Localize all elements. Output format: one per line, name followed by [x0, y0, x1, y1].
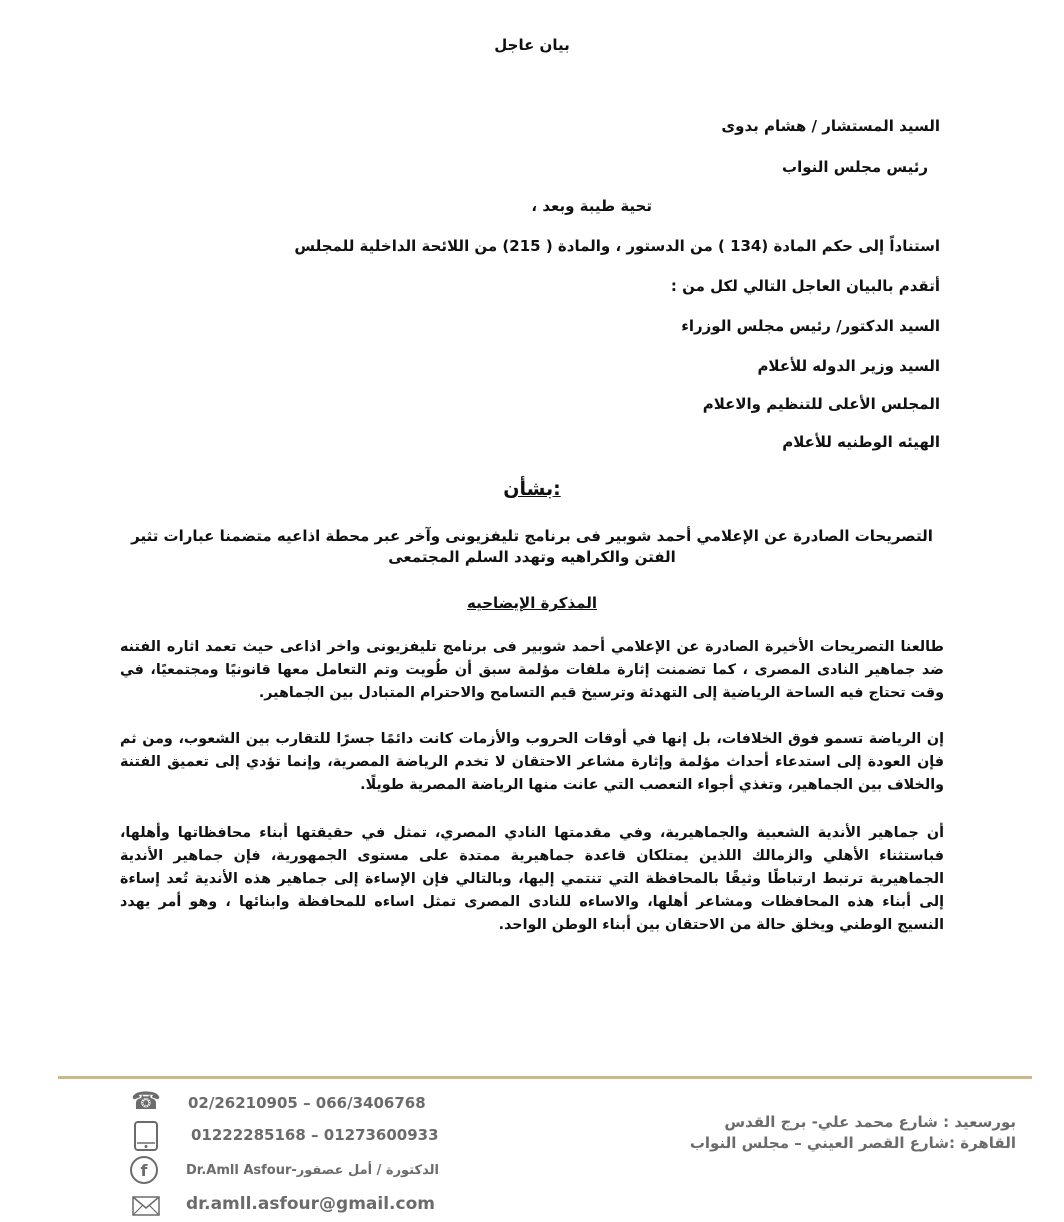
phone-icon: ☎ — [131, 1087, 161, 1115]
recipient-item: السيد وزير الدوله للأعلام — [757, 357, 940, 375]
memo-paragraph: طالعنا التصريحات الأخيرة الصادرة عن الإعلامي أحمد شوبير فى برنامج تليفزيونى واخر اذاعى حيث تعمد اثاره الفتنه ضد جماهير النادى المصرى ، كما تضمنت إثارة ملفات مؤلمة سبق أن طُويت وتم التعامل معها قانونيًا ومجتمعيًا، في وقت تحتاج فيه الساحة الرياضية إلى التهدئة وترسيخ قيم التسامح والاحترام المتبادل بين الجماهير. — [120, 639, 944, 701]
subject-text: التصريحات الصادرة عن الإعلامي أحمد شوبير فى برنامج تليفزيونى وآخر عبر محطة اذاعيه متضمنا عبارات تثير الفتن والكراهيه وتهدد السلم المجتمعى — [131, 527, 933, 566]
svg-text:f: f — [140, 1161, 148, 1180]
footer-divider — [58, 1076, 1032, 1079]
email-address[interactable]: dr.amll.asfour@gmail.com — [186, 1194, 435, 1214]
mobile-numbers: 01222285168 – 01273600933 — [191, 1126, 439, 1144]
address-portsaid: بورسعيد : شارع محمد علي- برج القدس — [724, 1113, 1016, 1131]
facebook-handle[interactable]: Dr.Amll Asfour-الدكتورة / أمل عصفور — [186, 1163, 439, 1178]
subject-heading: بشأن: — [503, 478, 561, 500]
intro-line: أتقدم بالبيان العاجل التالي لكل من : — [670, 277, 940, 295]
memo-title-block — [0, 594, 1064, 612]
subject-heading-block — [0, 478, 1064, 500]
legal-basis: استناداً إلى حكم المادة (134 ) من الدستور ، والمادة ( 215) من اللائحة الداخلية للمجلس — [294, 237, 940, 255]
addressee-name: السيد المستشار / هشام بدوى — [721, 117, 940, 135]
phone-numbers: 02/26210905 – 066/3406768 — [188, 1094, 426, 1112]
addressee-title: رئيس مجلس النواب — [782, 158, 928, 176]
mail-icon[interactable] — [131, 1194, 161, 1222]
greeting: تحية طيبة وبعد ، — [531, 197, 652, 215]
recipient-item: المجلس الأعلى للتنظيم والاعلام — [702, 395, 940, 413]
page-title: بيان عاجل — [494, 36, 570, 54]
address-cairo: القاهرة :شارع القصر العيني – مجلس النواب — [689, 1134, 1016, 1152]
memo-title: المذكرة الإيضاحيه — [466, 594, 597, 612]
recipient-item: السيد الدكتور/ رئيس مجلس الوزراء — [681, 317, 940, 335]
memo-paragraph: إن الرياضة تسمو فوق الخلافات، بل إنها في أوقات الحروب والأزمات كانت دائمًا جسرًا للتقارب بين الشعوب، ومن ثم فإن العودة إلى استدعاء أحداث مؤلمة وإثارة مشاعر الاحتقان لا تخدم الرياضة المصرية، وإنما تؤدي إلى تعميق الفتنة والخلاف بين الجماهير، وتغذي أجواء التعصب التي عانت منها الرياضة المصرية طويلًا. — [120, 731, 944, 793]
facebook-icon[interactable] — [129, 1155, 159, 1191]
memo-paragraph: أن جماهير الأندية الشعبية والجماهيرية، وفي مقدمتها النادي المصري، تمثل في حقيقتها أبناء محافظاتها وأهلها، فباستثناء الأهلي والزمالك اللذين يمتلكان قاعدة جماهيرية ممتدة على مستوى الجمهورية، فإن جماهير الأندية الجماهيرية ترتبط ارتباطًا وثيقًا بالمحافظة التي تنتمي إليها، وبالتالي فإن الإساءة إلى جماهير هذه الأندية تُعد إساءة إلى أبناء هذه المحافظات ومشاعر أهلها، والاساءه للنادى المصرى تمثل اساءه للمحافظة وابنائها ، وهو أمر يهدد النسيج الوطني ويخلق حالة من الاحتقان بين أبناء الوطن الواحد. — [120, 825, 944, 933]
recipient-item: الهيئه الوطنيه للأعلام — [782, 433, 940, 451]
mobile-icon — [131, 1121, 161, 1157]
